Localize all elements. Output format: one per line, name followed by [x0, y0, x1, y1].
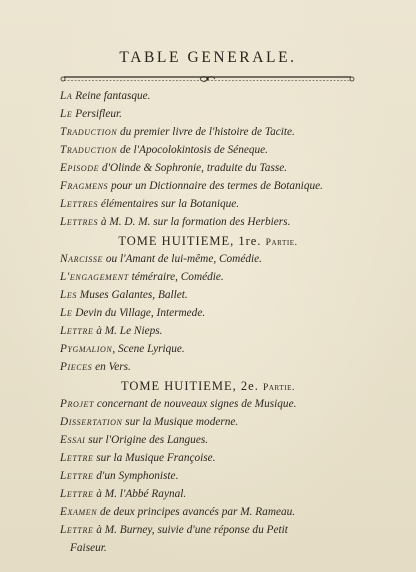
list-item: Lettre sur la Musique Françoise.: [60, 452, 216, 464]
list-item: Lettres à M. D. M. sur la formation des Herbiers.: [60, 216, 291, 228]
list-item: Dissertation sur la Musique moderne.: [60, 416, 239, 428]
list-item: Les Muses Galantes, Ballet.: [60, 289, 188, 301]
page-title: TABLE GENERALE.: [119, 49, 297, 66]
list-item: Lettre à M. Le Nieps.: [60, 325, 163, 337]
list-item: Faiseur.: [70, 542, 107, 554]
list-item: Projet concernant de nouveaux signes de Musique.: [60, 398, 297, 410]
list-item: Examen de deux principes avancés par M. Rameau.: [60, 506, 296, 518]
section-heading: TOME HUITIEME, 2e. Partie.: [120, 379, 296, 393]
list-item: Fragmens pour un Dictionnaire des termes de Botanique.: [60, 180, 323, 192]
list-item: La Reine fantasque.: [60, 90, 151, 102]
list-item: Le Persifleur.: [60, 108, 122, 120]
list-item: Lettres élémentaires sur la Botanique.: [60, 198, 240, 210]
list-item: Lettre à M. Burney, suivie d'une réponse du Petit: [60, 524, 288, 536]
list-item: Traduction du premier livre de l'histoire de Tacite.: [60, 126, 295, 138]
list-item: Pieces en Vers.: [60, 361, 131, 373]
list-item: Lettre à M. l'Abbé Raynal.: [60, 488, 187, 500]
section-heading: TOME HUITIEME, 1re. Partie.: [118, 234, 298, 248]
list-item: L'engagement téméraire, Comédie.: [60, 271, 224, 283]
list-item: Narcisse ou l'Amant de lui-même, Comédie.: [60, 253, 262, 265]
list-item: Episode d'Olinde & Sophronie, traduite du Tasse.: [60, 162, 288, 174]
ornamental-rule: [60, 72, 355, 86]
list-item: Pygmalion, Scene Lyrique.: [60, 343, 185, 355]
list-item: Essai sur l'Origine des Langues.: [60, 434, 209, 446]
list-item: Le Devin du Village, Intermede.: [60, 307, 206, 319]
list-item: Lettre d'un Symphoniste.: [60, 470, 179, 482]
list-item: Traduction de l'Apocolokintosis de Séneque.: [60, 144, 268, 156]
